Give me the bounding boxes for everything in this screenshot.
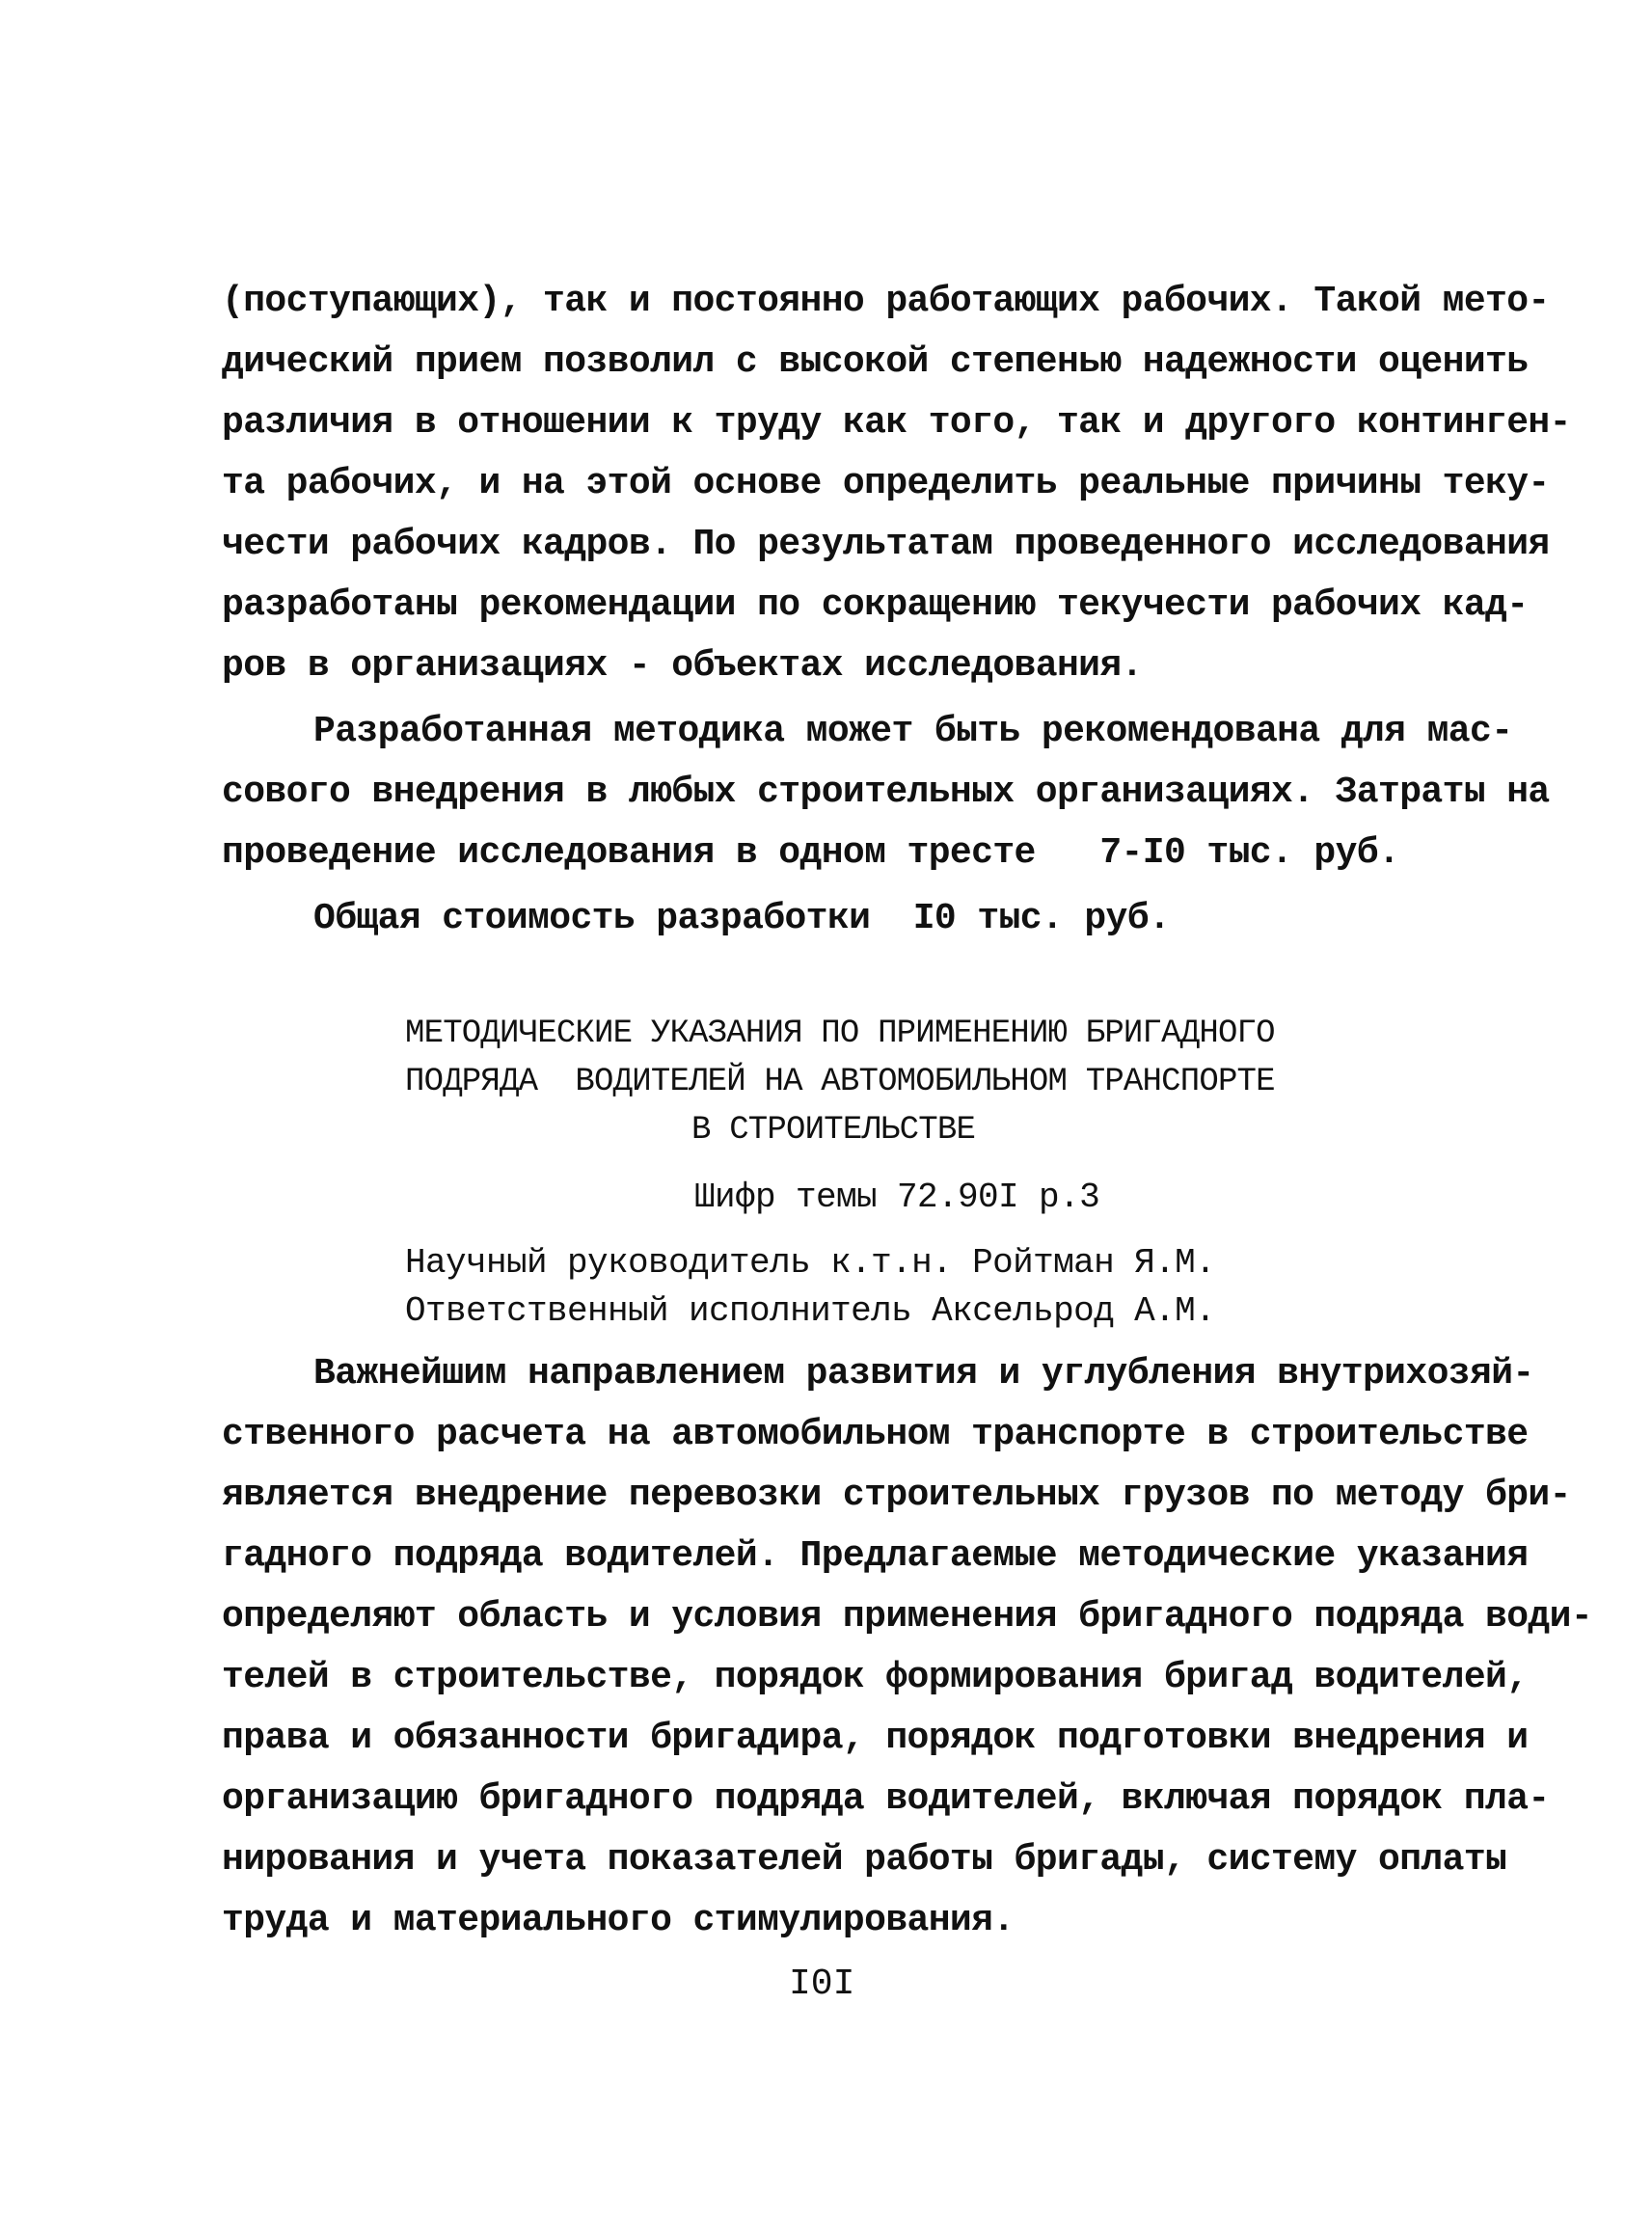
responsible-executor: Ответственный исполнитель Аксельрод А.М. (405, 1291, 1216, 1331)
text-line: дический прием позволил с высокой степенью надежности оценить (222, 341, 1529, 383)
text-line: различия в отношении к труду как того, так и другого континген- (222, 402, 1571, 444)
text-line: та рабочих, и на этой основе определить реальные причины теку- (222, 463, 1550, 504)
text-line: сового внедрения в любых строительных организациях. Затраты на (222, 772, 1550, 813)
text-line: ственного расчета на автомобильном транспорте в строительстве (222, 1414, 1529, 1455)
section-title-line: МЕТОДИЧЕСКИЕ УКАЗАНИЯ ПО ПРИМЕНЕНИЮ БРИГАДНОГО (405, 1016, 1275, 1052)
section-title-line: ПОДРЯДА ВОДИТЕЛЕЙ НА АВТОМОБИЛЬНОМ ТРАНСПОРТЕ (405, 1064, 1275, 1100)
text-line: чести рабочих кадров. По результатам проведенного исследования (222, 524, 1550, 565)
text-line: права и обязанности бригадира, порядок подготовки внедрения и (222, 1718, 1529, 1759)
page-number: I0I (789, 1964, 855, 2005)
text-line: нирования и учета показателей работы бригады, систему оплаты (222, 1839, 1507, 1881)
text-line: Разработанная методика может быть рекомендована для мас- (313, 711, 1513, 752)
total-cost-line: Общая стоимость разработки I0 тыс. руб. (313, 898, 1171, 939)
text-line: разработаны рекомендации по сокращению текучести рабочих кад- (222, 584, 1529, 626)
section-title-line: В СТРОИТЕЛЬСТВЕ (691, 1112, 976, 1149)
text-line: является внедрение перевозки строительных грузов по методу бри- (222, 1475, 1571, 1516)
text-line: гадного подряда водителей. Предлагаемые методические указания (222, 1535, 1529, 1577)
text-line: труда и материального стимулирования. (222, 1900, 1015, 1941)
text-line: телей в строительстве, порядок формирования бригад водителей, (222, 1657, 1529, 1698)
text-line: (поступающих), так и постоянно работающих рабочих. Такой мето- (222, 281, 1550, 322)
text-line: ров в организациях - объектах исследования. (222, 645, 1143, 687)
scientific-supervisor: Научный руководитель к.т.н. Ройтман Я.М. (405, 1243, 1216, 1283)
text-line: организацию бригадного подряда водителей, включая порядок пла- (222, 1778, 1550, 1820)
text-line: Важнейшим направлением развития и углубления внутрихозяй- (313, 1353, 1534, 1395)
text-line: проведение исследования в одном тресте 7-I0 тыс. руб. (222, 832, 1400, 874)
topic-code: Шифр темы 72.90I р.3 (694, 1178, 1100, 1217)
text-line: определяют область и условия применения бригадного подряда води- (222, 1596, 1593, 1638)
